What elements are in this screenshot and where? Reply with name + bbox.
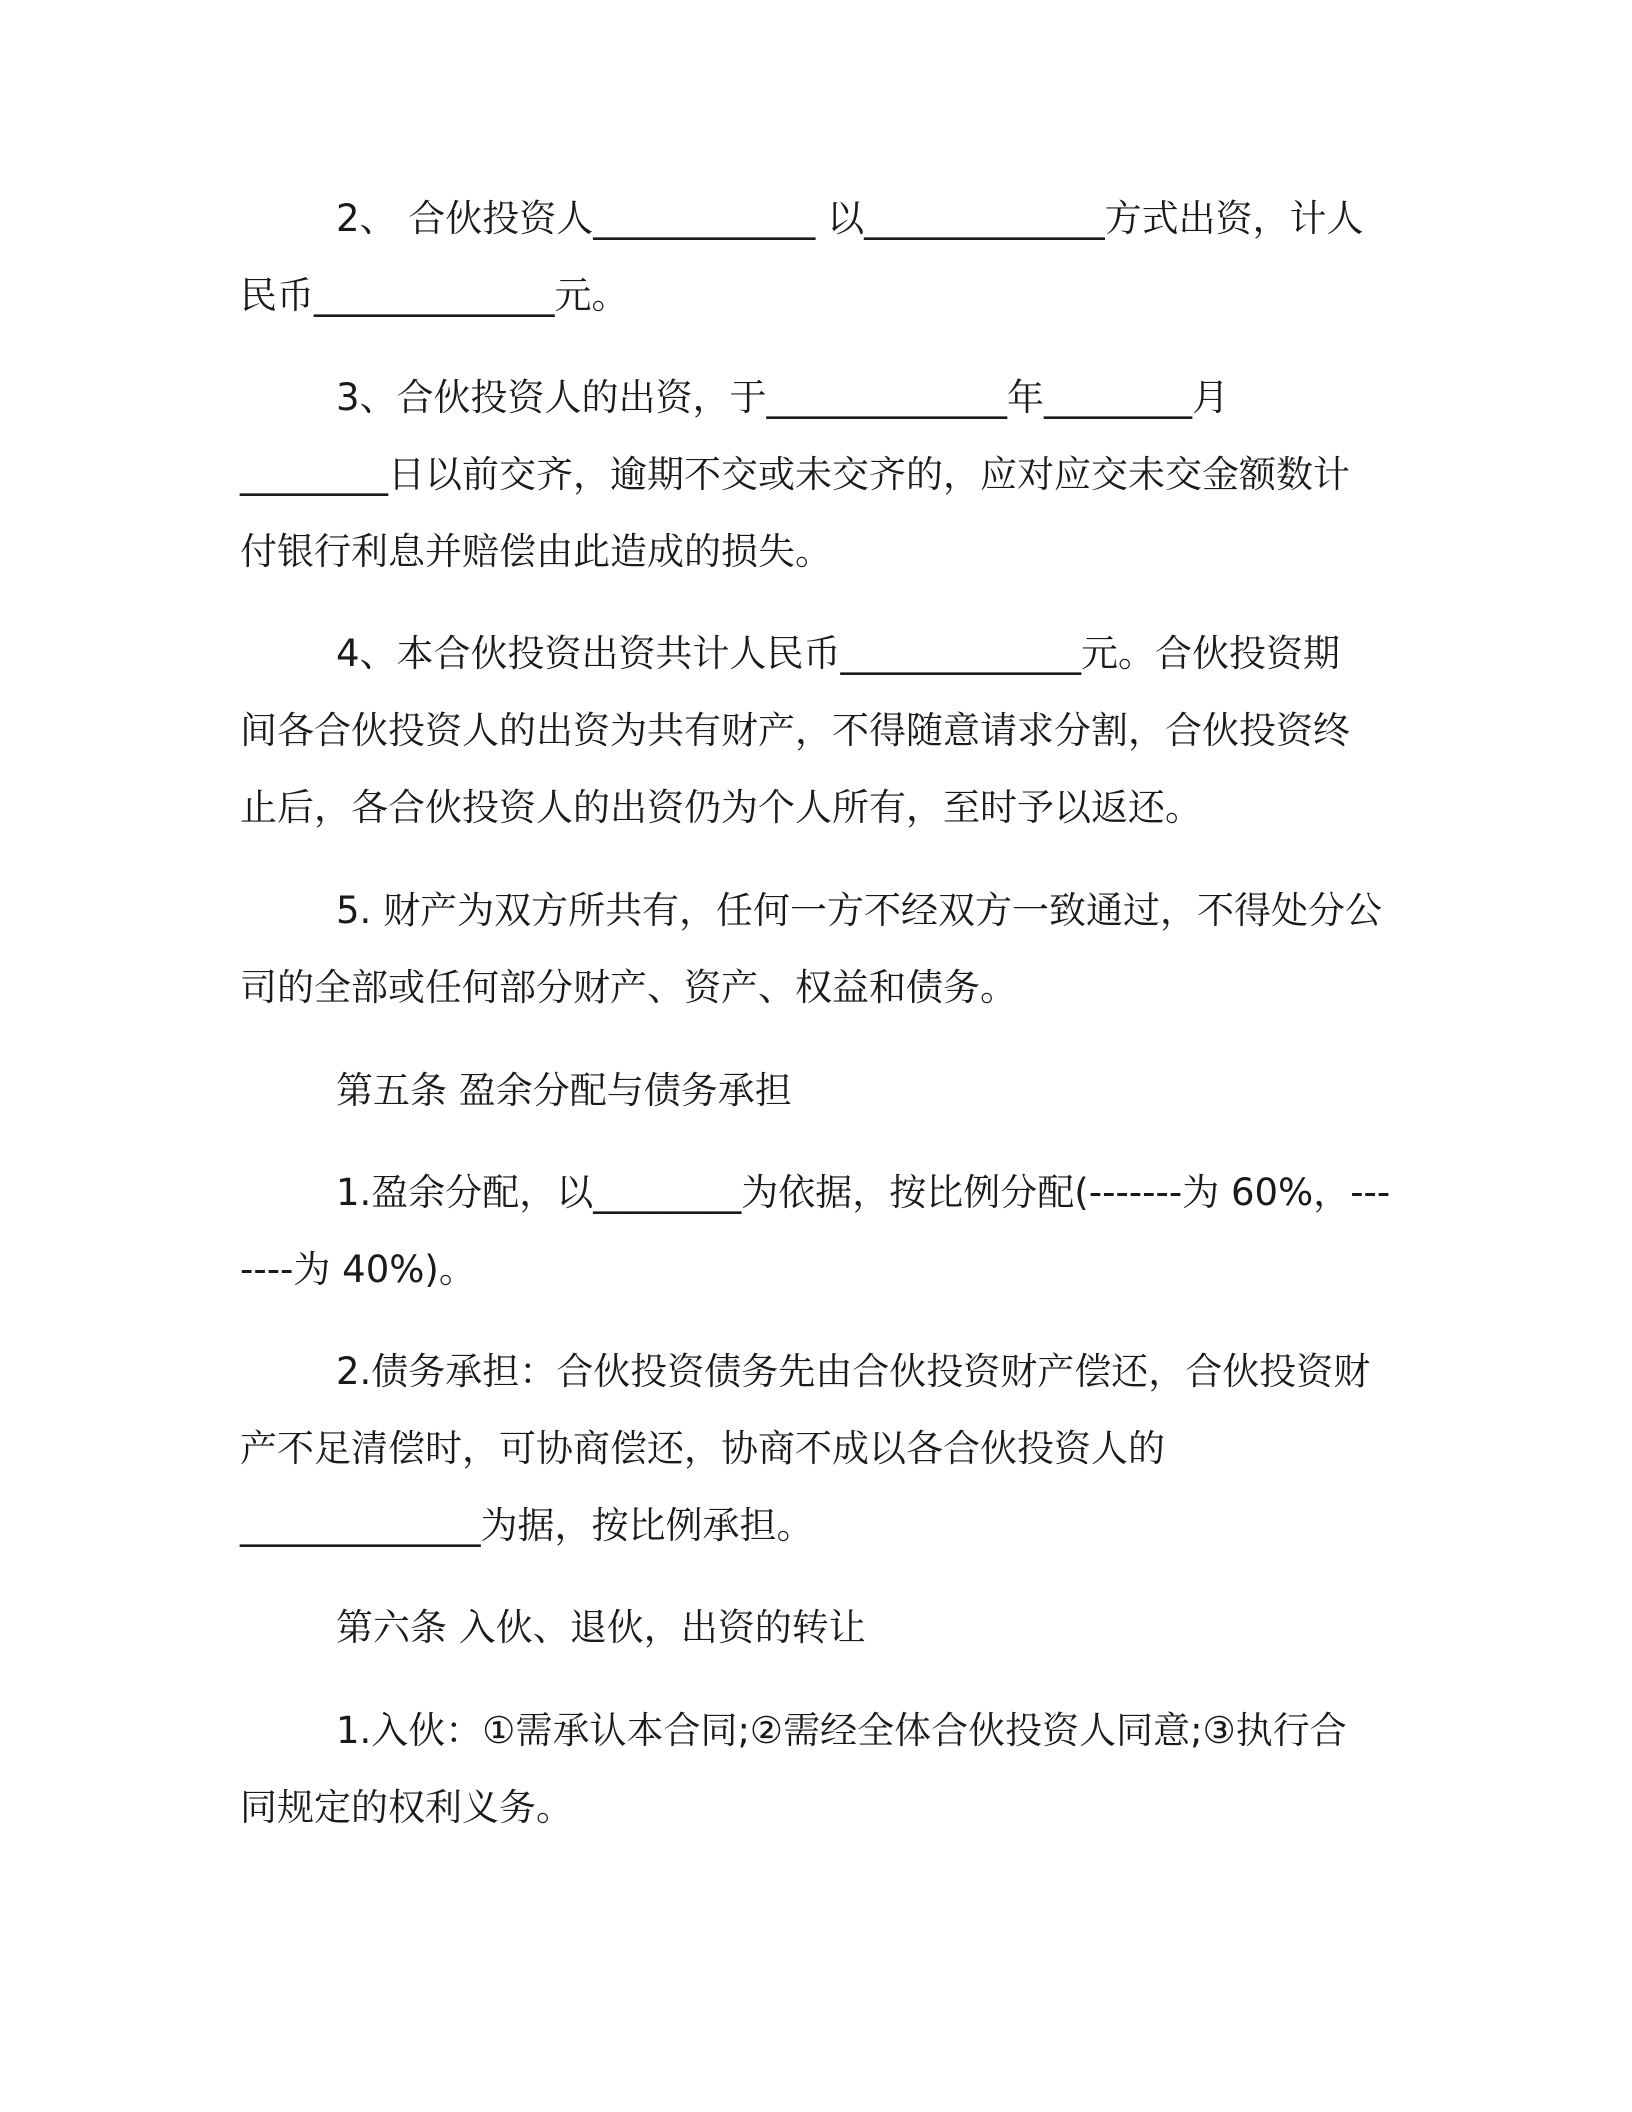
section-heading-text: 第五条 盈余分配与债务承担: [336, 1069, 792, 1112]
text-line: 司的全部或任何部分财产、资产、权益和债务。: [240, 966, 1017, 1009]
text-line: 2、 合伙投资人____________ 以_____________方式出资，计人: [336, 197, 1364, 240]
text-line: 5. 财产为双方所共有，任何一方不经双方一致通过，不得处分公: [336, 889, 1383, 932]
paragraph-joining: [240, 1692, 1390, 1846]
text-line: _____________为据，按比例承担。: [240, 1504, 814, 1547]
section-heading-text: 第六条 入伙、退伙，出资的转让: [336, 1606, 866, 1649]
text-line: 付银行利息并赔偿由此造成的损失。: [240, 530, 832, 573]
text-line: 1.入伙：①需承认本合同;②需经全体合伙投资人同意;③执行合: [336, 1709, 1347, 1752]
paragraph-investor-2: [240, 180, 1390, 334]
text-line: 间各合伙投资人的出资为共有财产，不得随意请求分割，合伙投资终: [240, 709, 1350, 752]
text-line: 产不足清偿时，可协商偿还，协商不成以各合伙投资人的: [240, 1427, 1165, 1470]
text-line: ________日以前交齐，逾期不交或未交齐的，应对应交未交金额数计: [240, 453, 1350, 496]
text-line: 止后，各合伙投资人的出资仍为个人所有，至时予以返还。: [240, 786, 1202, 829]
text-line: 2.债务承担：合伙投资债务先由合伙投资财产偿还，合伙投资财: [336, 1350, 1371, 1393]
section-heading-article-6: [240, 1589, 1390, 1666]
paragraph-contribution-deadline: [240, 359, 1390, 590]
text-line: 同规定的权利义务。: [240, 1786, 573, 1829]
text-line: 3、合伙投资人的出资，于_____________年________月: [336, 376, 1230, 419]
text-line: 1.盈余分配，以________为依据，按比例分配(-------为 60%，---: [336, 1171, 1391, 1214]
text-line: ----为 40%)。: [240, 1248, 476, 1291]
paragraph-total-contribution: [240, 615, 1390, 846]
paragraph-debt-assumption: [240, 1333, 1390, 1564]
paragraph-profit-distribution: [240, 1154, 1390, 1308]
paragraph-shared-property: [240, 872, 1390, 1026]
text-line: 4、本合伙投资出资共计人民币_____________元。合伙投资期: [336, 632, 1341, 675]
text-line: 民币_____________元。: [240, 274, 629, 317]
section-heading-article-5: [240, 1052, 1390, 1129]
